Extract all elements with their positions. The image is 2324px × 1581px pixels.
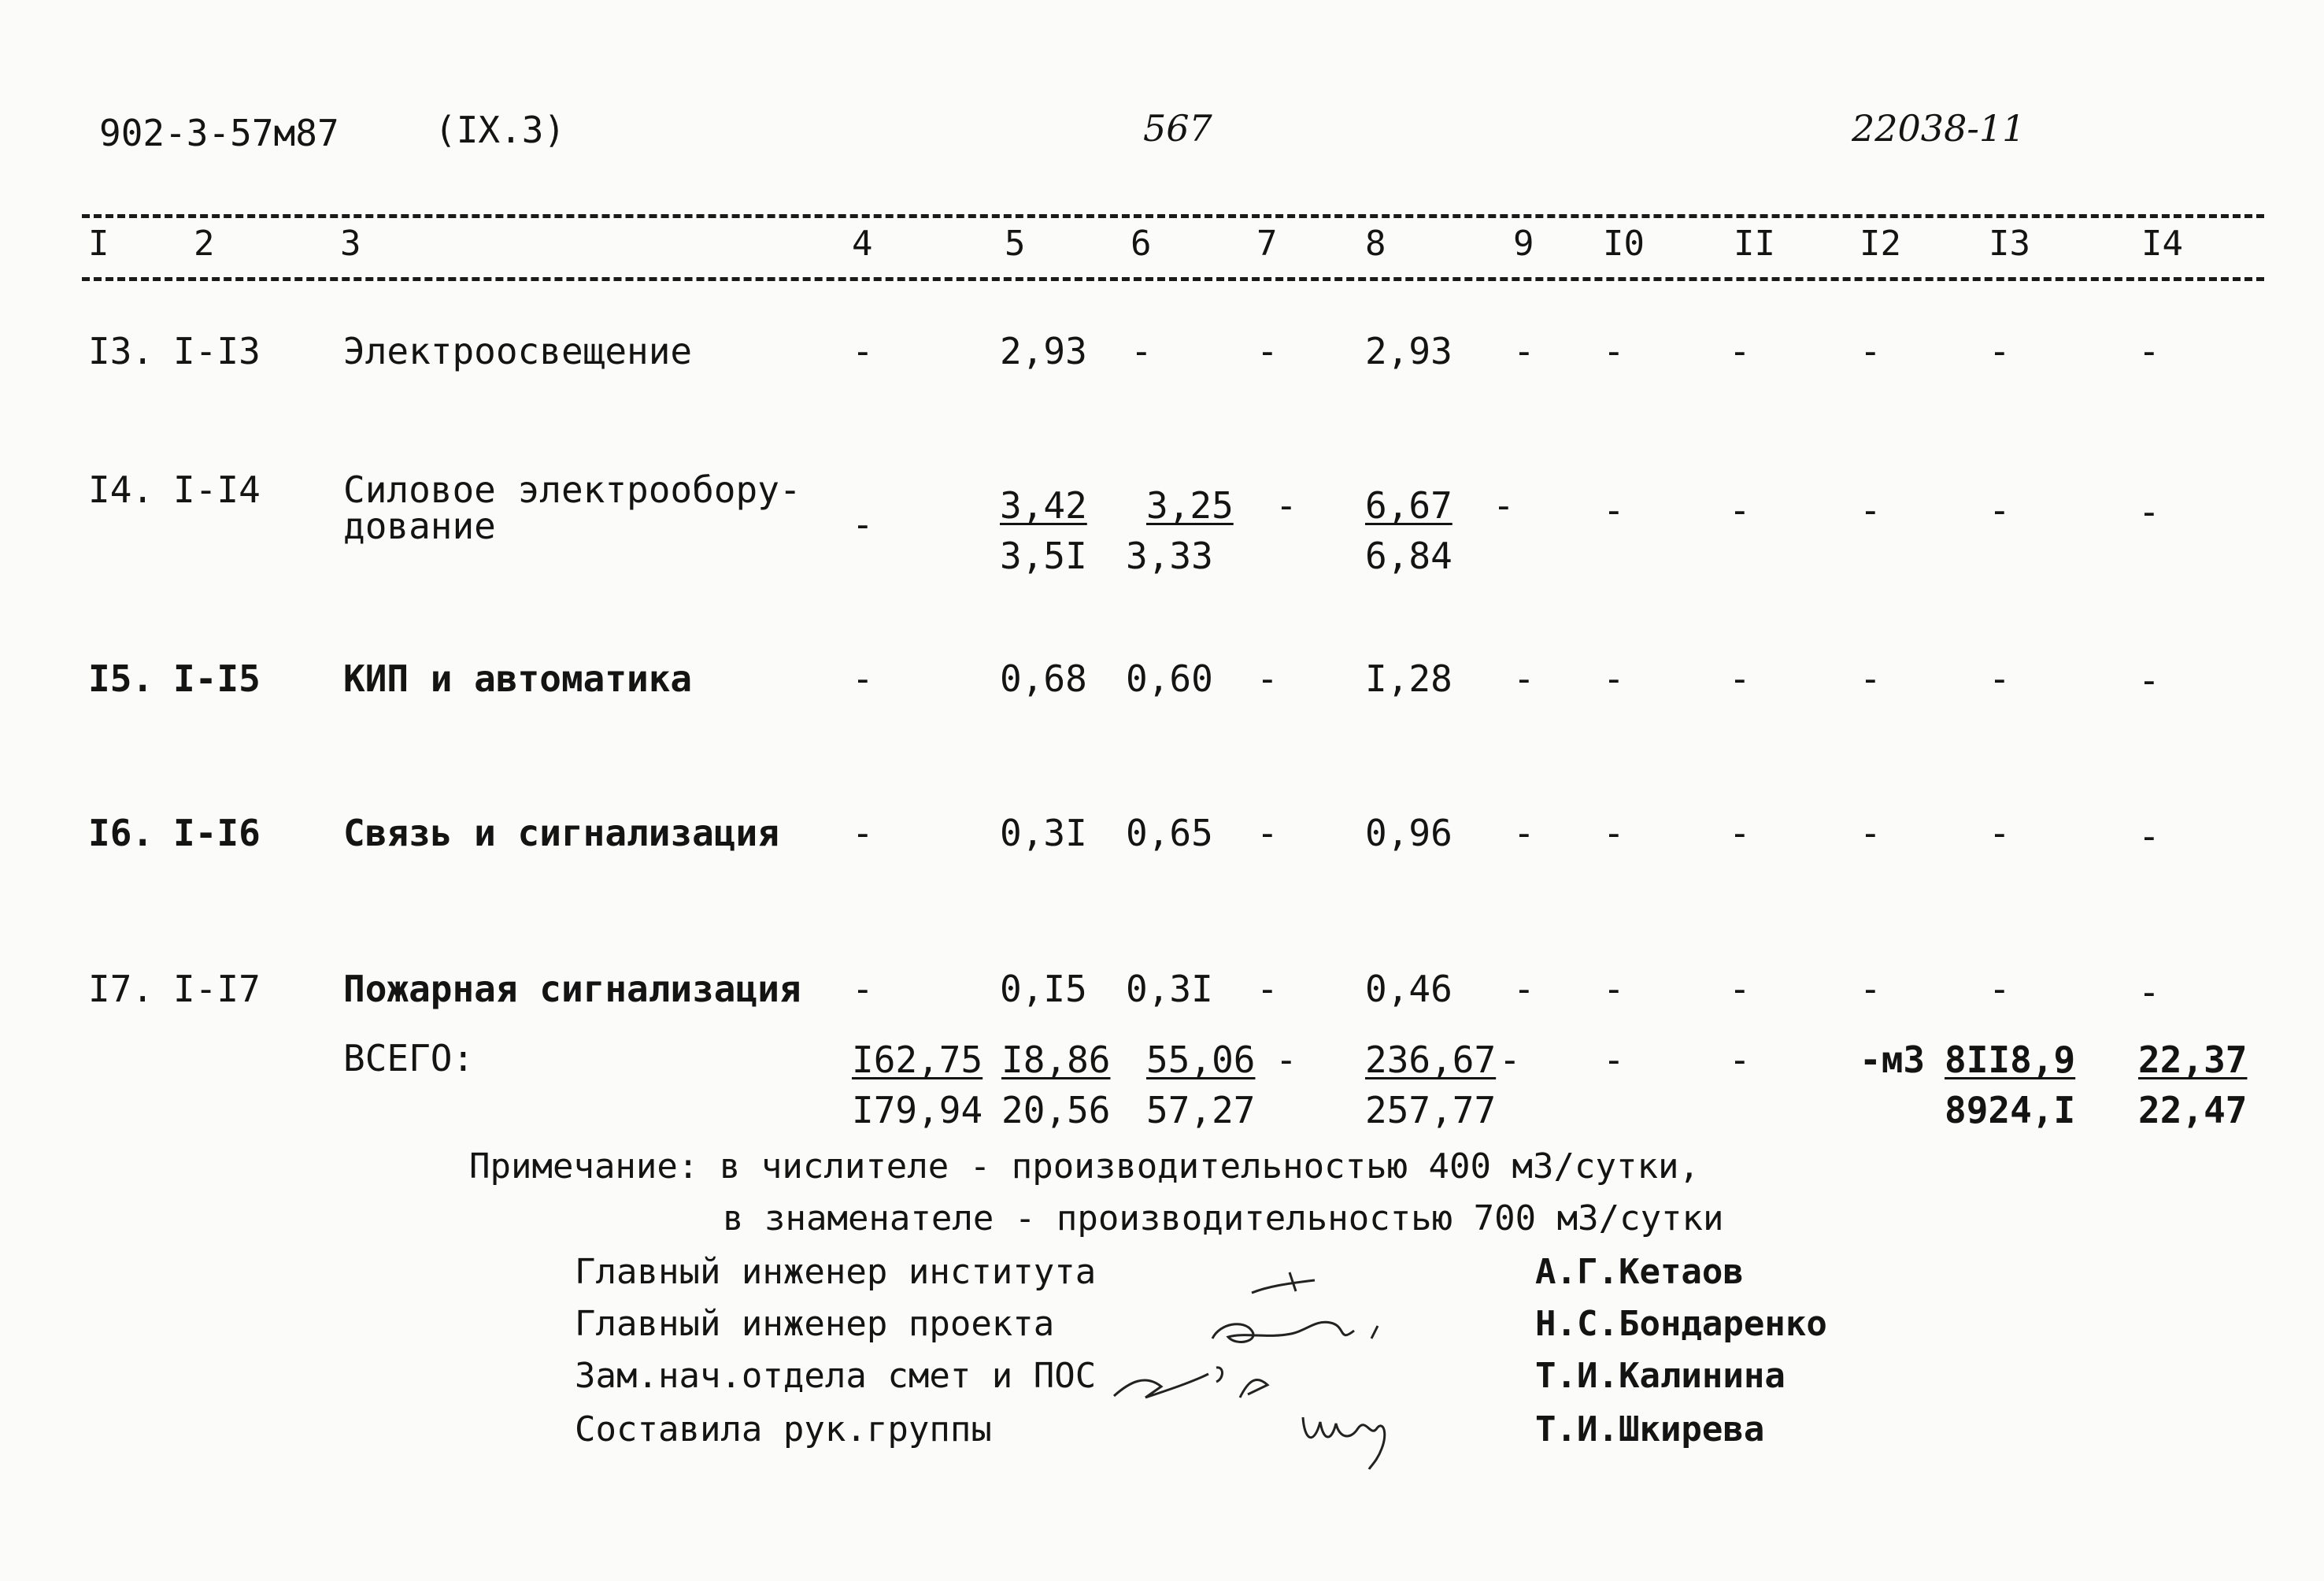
cell-col8-numerator: 6,67 — [1365, 484, 1452, 527]
cell-col6: 0,65 — [1126, 812, 1213, 854]
cell-col7: - — [1275, 484, 1297, 527]
col-header-7: 7 — [1256, 224, 1278, 264]
col-header-12: I2 — [1860, 224, 1901, 264]
col-header-9: 9 — [1513, 224, 1534, 264]
cell-col6: 0,60 — [1126, 657, 1213, 700]
cell-col8: 0,46 — [1365, 968, 1452, 1010]
cell-col14: - — [2138, 971, 2160, 1013]
cell-col12: - — [1860, 812, 1882, 854]
cell-col4: - — [852, 503, 874, 546]
cell-col14: - — [2138, 491, 2160, 533]
cell-col7: - — [1256, 657, 1279, 700]
cell-col4: - — [852, 968, 874, 1010]
total-col13-denominator: 8924,I — [1945, 1089, 2076, 1131]
cell-col11: - — [1729, 812, 1751, 854]
note-line-2: в знаменателе - производительностью 700 м3/сутки — [723, 1198, 1724, 1239]
handwritten-signature-4 — [1295, 1394, 1405, 1472]
section-code: (IX.3) — [435, 109, 566, 151]
total-col13-numerator: 8II8,9 — [1945, 1039, 2076, 1081]
cell-col14: - — [2138, 815, 2160, 857]
cell-col8: I,28 — [1365, 657, 1452, 700]
cell-col12: - — [1860, 657, 1882, 700]
cell-col6: - — [1131, 330, 1153, 372]
col-header-10: I0 — [1603, 224, 1645, 264]
col-header-14: I4 — [2141, 224, 2183, 264]
cell-col9: - — [1513, 330, 1535, 372]
cell-col9: - — [1513, 812, 1535, 854]
cell-col9: - — [1493, 484, 1515, 527]
page-number: 567 — [1143, 107, 1212, 150]
signatory-name: А.Г.Кетаов — [1535, 1252, 1744, 1292]
signatory-title: Главный инженер института — [575, 1252, 1097, 1292]
cell-col5: 2,93 — [1000, 330, 1087, 372]
row-code: I-I7 — [173, 968, 261, 1010]
col-header-13: I3 — [1989, 224, 2030, 264]
signatory-title: Главный инженер проекта — [575, 1304, 1055, 1344]
cell-col8-denominator: 6,84 — [1365, 535, 1452, 577]
cell-col6-numerator: 3,25 — [1146, 484, 1234, 527]
total-col7: - — [1275, 1039, 1297, 1081]
cell-col7: - — [1256, 330, 1279, 372]
signatory-name: Т.И.Шкирева — [1535, 1409, 1765, 1450]
col-header-8: 8 — [1365, 224, 1386, 264]
cell-col9: - — [1513, 657, 1535, 700]
cell-col5-numerator: 3,42 — [1000, 484, 1087, 527]
cell-col4: - — [852, 812, 874, 854]
cell-col12: - — [1860, 489, 1882, 531]
total-col10: - — [1603, 1039, 1625, 1081]
cell-col8: 0,96 — [1365, 812, 1452, 854]
col-header-5: 5 — [1005, 224, 1026, 264]
handwritten-signature-3 — [1106, 1350, 1279, 1413]
cell-col6-denominator: 3,33 — [1126, 535, 1213, 577]
cell-col4: - — [852, 330, 874, 372]
cell-col13: - — [1989, 812, 2011, 854]
total-col6-denominator: 57,27 — [1146, 1089, 1256, 1131]
row-code: I-I5 — [173, 657, 261, 700]
row-name: Силовое электрообору- — [343, 468, 801, 511]
cell-col7: - — [1256, 812, 1279, 854]
row-name-continued: дование — [343, 505, 496, 547]
table-header-rule — [82, 277, 2264, 281]
row-name: Пожарная сигнализация — [343, 968, 801, 1010]
row-number: I6. — [88, 812, 154, 854]
signatory-name: Н.С.Бондаренко — [1535, 1304, 1827, 1344]
cell-col7: - — [1256, 968, 1279, 1010]
total-col8-numerator: 236,67 — [1365, 1039, 1497, 1081]
row-name: Связь и сигнализация — [343, 812, 779, 854]
archive-number: 22038-11 — [1852, 107, 2026, 150]
cell-col10: - — [1603, 812, 1625, 854]
cell-col13: - — [1989, 330, 2011, 372]
cell-col11: - — [1729, 968, 1751, 1010]
total-label: ВСЕГО: — [343, 1037, 475, 1079]
cell-col13: - — [1989, 489, 2011, 531]
cell-col12: - — [1860, 330, 1882, 372]
cell-col10: - — [1603, 489, 1625, 531]
total-col5-numerator: I8,86 — [1001, 1039, 1111, 1081]
total-col9: - — [1499, 1039, 1521, 1081]
total-col14-numerator: 22,37 — [2138, 1039, 2248, 1081]
cell-col11: - — [1729, 657, 1751, 700]
col-header-2: 2 — [194, 224, 215, 264]
cell-col13: - — [1989, 657, 2011, 700]
cell-col14: - — [2138, 659, 2160, 702]
total-col11: - — [1729, 1039, 1751, 1081]
cell-col5-denominator: 3,5I — [1000, 535, 1087, 577]
row-number: I4. — [88, 468, 154, 511]
cell-col9: - — [1513, 968, 1535, 1010]
signatory-name: Т.И.Калинина — [1535, 1356, 1786, 1396]
row-code: I-I6 — [173, 812, 261, 854]
cell-col10: - — [1603, 330, 1625, 372]
col-header-4: 4 — [852, 224, 873, 264]
row-number: I3. — [88, 330, 154, 372]
row-code: I-I3 — [173, 330, 261, 372]
row-code: I-I4 — [173, 468, 261, 511]
cell-col10: - — [1603, 968, 1625, 1010]
cell-col5: 0,68 — [1000, 657, 1087, 700]
cell-col6: 0,3I — [1126, 968, 1213, 1010]
total-col6-numerator: 55,06 — [1146, 1039, 1256, 1081]
cell-col13: - — [1989, 968, 2011, 1010]
row-number: I7. — [88, 968, 154, 1010]
cell-col14: - — [2138, 330, 2160, 372]
col-header-3: 3 — [340, 224, 361, 264]
signatory-title: Зам.нач.отдела смет и ПОС — [575, 1356, 1097, 1396]
total-col4-numerator: I62,75 — [852, 1039, 983, 1081]
cell-col4: - — [852, 657, 874, 700]
signatory-title: Составила рук.группы — [575, 1409, 992, 1450]
doc-code: 902-3-57м87 — [99, 112, 339, 154]
total-col4-denominator: I79,94 — [852, 1089, 983, 1131]
cell-col11: - — [1729, 330, 1751, 372]
col-header-6: 6 — [1131, 224, 1152, 264]
cell-col12: - — [1860, 968, 1882, 1010]
cell-col5: 0,3I — [1000, 812, 1087, 854]
total-col12: -м3 — [1860, 1039, 1926, 1081]
row-name: КИП и автоматика — [343, 657, 693, 700]
row-number: I5. — [88, 657, 154, 700]
total-col8-denominator: 257,77 — [1365, 1089, 1497, 1131]
table-top-rule — [82, 214, 2264, 218]
cell-col11: - — [1729, 489, 1751, 531]
total-col14-denominator: 22,47 — [2138, 1089, 2248, 1131]
total-col5-denominator: 20,56 — [1001, 1089, 1111, 1131]
note-line-1: Примечание: в числителе - производительностью 400 м3/сутки, — [469, 1146, 1700, 1187]
cell-col5: 0,I5 — [1000, 968, 1087, 1010]
row-name: Электроосвещение — [343, 330, 693, 372]
col-header-1: I — [88, 224, 109, 264]
col-header-11: II — [1734, 224, 1775, 264]
cell-col10: - — [1603, 657, 1625, 700]
cell-col8: 2,93 — [1365, 330, 1452, 372]
